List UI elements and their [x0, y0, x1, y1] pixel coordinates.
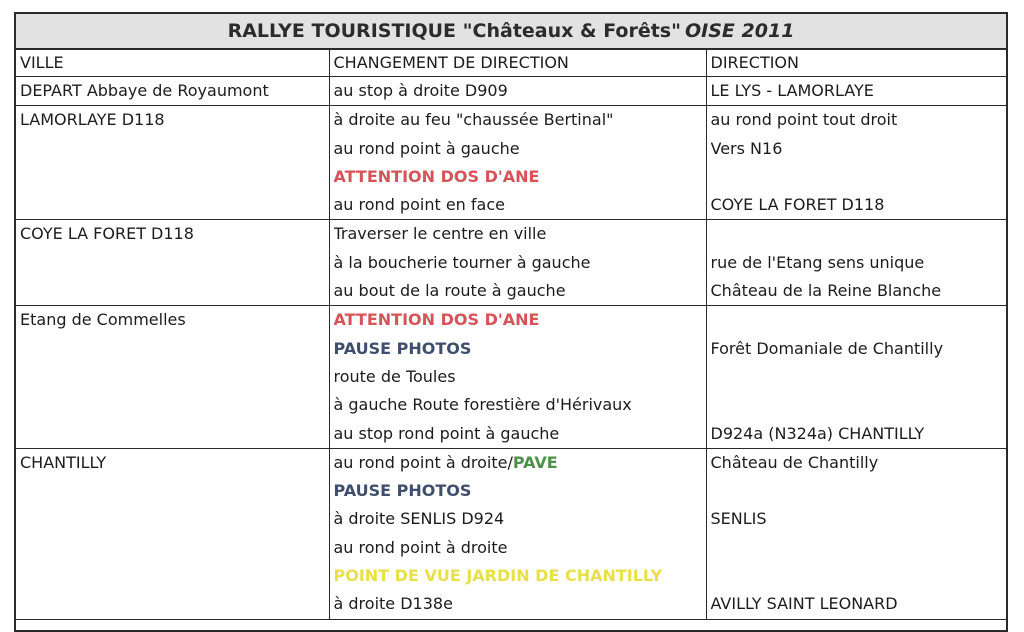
instruction-alert: PAVE: [512, 452, 558, 472]
cell-changement: [329, 306, 706, 448]
cell-changement-line: [334, 249, 702, 277]
cell-changement-line: [334, 363, 702, 391]
column-header-changement: CHANGEMENT DE DIRECTION: [329, 50, 706, 77]
itinerary-rows: [16, 77, 1006, 620]
cell-changement-line: [334, 590, 702, 618]
cell-ville: [16, 220, 329, 306]
cell-direction: [706, 448, 1006, 619]
cell-ville-line: CHANTILLY: [20, 452, 107, 472]
cell-ville: [16, 306, 329, 448]
cell-ville-line: [20, 363, 325, 391]
cell-ville-line: [20, 477, 325, 505]
cell-changement: [329, 77, 706, 106]
cell-direction-line: D924a (N324a) CHANTILLY: [710, 423, 925, 443]
instruction-text: route de Toules: [333, 366, 456, 386]
cell-ville: [16, 77, 329, 106]
cell-ville-line: [20, 335, 325, 363]
column-header-ville: VILLE: [16, 50, 329, 77]
instruction-text: à droite SENLIS D924: [333, 509, 505, 529]
cell-changement-line: [334, 420, 702, 448]
instruction-text: au stop rond point à gauche: [333, 423, 560, 443]
cell-changement-line: [334, 505, 702, 533]
cell-ville-line: [20, 505, 325, 533]
cell-direction-line: [711, 391, 1003, 419]
instruction-text: à droite au feu "chaussée Bertinal": [333, 110, 614, 130]
cell-direction-line: [711, 306, 1003, 334]
cell-ville-line: [20, 191, 325, 219]
title-year: OISE 2011: [685, 20, 795, 42]
instruction-text: à droite D138e: [333, 594, 453, 614]
cell-changement-line: [334, 562, 702, 590]
cell-direction-line: [711, 220, 1003, 248]
rally-roadbook-sheet: [14, 12, 1008, 632]
cell-ville-line: LAMORLAYE D118: [20, 110, 165, 130]
instruction-text: au rond point à gauche: [333, 138, 520, 158]
cell-changement-line: [334, 77, 702, 105]
cell-direction: [706, 306, 1006, 448]
instruction-text: à la boucherie tourner à gauche: [333, 252, 591, 272]
instruction-text: au rond point à droite: [333, 537, 508, 557]
cell-direction-line: [711, 163, 1003, 191]
cell-ville-line: [20, 562, 325, 590]
cell-changement: [329, 220, 706, 306]
table-row: [16, 106, 1006, 220]
instruction-text: à gauche Route forestière d'Hérivaux: [333, 395, 632, 415]
cell-changement-line: [334, 391, 702, 419]
cell-direction-line: Forêt Domaniale de Chantilly: [710, 338, 944, 358]
cell-direction-line: LE LYS - LAMORLAYE: [710, 81, 874, 100]
cell-changement-line: [334, 306, 702, 334]
cell-changement-line: [334, 335, 702, 363]
cell-direction-line: au rond point tout droit: [710, 110, 898, 130]
cell-changement: [329, 448, 706, 619]
cell-direction: [706, 220, 1006, 306]
cell-changement-line: [334, 477, 702, 505]
cell-ville-line: [20, 534, 325, 562]
column-header-direction: DIRECTION: [706, 50, 1006, 77]
cell-changement-line: [334, 191, 702, 219]
cell-direction-line: COYE LA FORET D118: [710, 195, 885, 215]
instruction-text: au rond point en face: [333, 195, 505, 215]
instruction-text: au bout de la route à gauche: [333, 281, 566, 301]
table-row: [16, 448, 1006, 619]
cell-changement-line: [334, 534, 702, 562]
cell-changement-line: [334, 163, 702, 191]
cell-direction-line: Vers N16: [710, 138, 783, 158]
itinerary-table: [16, 50, 1006, 620]
cell-direction-line: rue de l'Etang sens unique: [710, 252, 925, 272]
cell-direction: [706, 106, 1006, 220]
cell-direction-line: [711, 562, 1003, 590]
table-row: [16, 306, 1006, 448]
cell-ville: [16, 106, 329, 220]
cell-direction-line: Château de Chantilly: [710, 452, 879, 472]
cell-ville: [16, 448, 329, 619]
cell-ville-line: DEPART Abbaye de Royaumont: [20, 81, 269, 100]
instruction-text: au stop à droite D909: [333, 81, 508, 100]
cell-ville-line: [20, 249, 325, 277]
cell-ville-line: [20, 163, 325, 191]
table-row: [16, 77, 1006, 106]
instruction-alert: PAUSE PHOTOS: [333, 338, 472, 358]
cell-changement-line: [334, 277, 702, 305]
cell-direction-line: Château de la Reine Blanche: [710, 281, 942, 301]
cell-changement-line: [334, 135, 702, 163]
cell-ville-line: [20, 135, 325, 163]
cell-direction-line: [711, 477, 1003, 505]
cell-ville-line: [20, 277, 325, 305]
cell-ville-line: COYE LA FORET D118: [20, 224, 194, 244]
instruction-text: Traverser le centre en ville: [333, 224, 547, 244]
cell-direction-line: SENLIS: [710, 509, 767, 529]
cell-changement-line: [334, 106, 702, 134]
table-header-row: [16, 50, 1006, 77]
instruction-alert: ATTENTION DOS D'ANE: [333, 310, 540, 330]
cell-direction-line: [711, 363, 1003, 391]
document-title: [16, 14, 1006, 50]
table-row: [16, 220, 1006, 306]
cell-ville-line: [20, 590, 325, 618]
cell-changement-line: [334, 449, 702, 477]
cell-changement: [329, 106, 706, 220]
instruction-alert: POINT DE VUE JARDIN DE CHANTILLY: [333, 566, 663, 586]
cell-ville-line: Etang de Commelles: [20, 310, 186, 330]
instruction-alert: ATTENTION DOS D'ANE: [333, 166, 540, 186]
cell-direction-line: AVILLY SAINT LEONARD: [710, 594, 898, 614]
cell-direction: [706, 77, 1006, 106]
instruction-alert: PAUSE PHOTOS: [333, 481, 472, 501]
cell-ville-line: [20, 420, 325, 448]
cell-ville-line: [20, 391, 325, 419]
title-main: RALLYE TOURISTIQUE "Châteaux & Forêts": [227, 20, 682, 42]
cell-changement-line: [334, 220, 702, 248]
cell-direction-line: [711, 534, 1003, 562]
instruction-text: au rond point à droite/: [333, 452, 513, 472]
